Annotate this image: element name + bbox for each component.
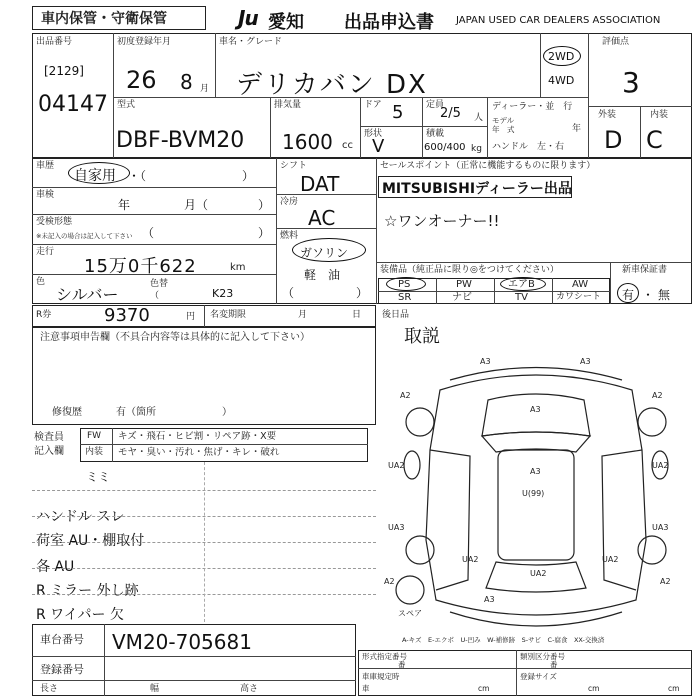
- storage-policy: 車内保管・守衛保管: [41, 11, 167, 27]
- history-other: ・（ ）: [128, 169, 255, 183]
- drive-4wd: 4WD: [548, 74, 575, 87]
- code-left-front: UA2: [388, 461, 405, 470]
- grade-label: 評価点: [602, 37, 630, 47]
- damage-legend: A-キズ E-エクボ U-凹み W-補修跡 S-サビ C-腐食 XX-交換済: [402, 636, 605, 644]
- mileage-label: 走行: [36, 247, 55, 257]
- reg-size-label: 登録サイズ: [520, 672, 557, 681]
- class-unit: 番: [550, 660, 558, 669]
- load-value: 600/400: [424, 142, 466, 153]
- code-left-rear: UA2: [462, 555, 479, 564]
- load-unit: kg: [471, 144, 482, 154]
- dim-length: 長さ: [40, 684, 59, 694]
- aircon-label: 冷房: [280, 197, 299, 207]
- equip-leather: カワシート: [556, 292, 602, 302]
- repair-value: 有（箇所: [116, 407, 156, 418]
- name-change-label: 名変期限: [210, 310, 247, 320]
- spare-wheel: [396, 576, 424, 604]
- model-year-unit: 年: [572, 124, 582, 134]
- registration-month: 8: [180, 70, 193, 94]
- equip-aw: AW: [572, 279, 589, 290]
- windshield: [482, 432, 590, 452]
- color-label: 色: [36, 277, 46, 287]
- color-code-label: 色替: [150, 279, 169, 289]
- code-front-left: A3: [480, 357, 491, 366]
- chassis-label: 車台番号: [40, 633, 84, 646]
- shaken-label: 車検: [36, 190, 55, 200]
- equip-ps: PS: [398, 279, 411, 290]
- garage-car: 車: [362, 684, 370, 693]
- doors-label: ドア: [364, 100, 382, 110]
- garage-label: 車庫規定時: [362, 672, 400, 681]
- inspection-note-1: ミミ: [86, 470, 111, 484]
- shape-label: 形状: [364, 129, 383, 139]
- registration-year: 26: [126, 66, 157, 94]
- inspector-fw: FW: [87, 431, 102, 441]
- shape-value: V: [372, 136, 385, 157]
- equip-tv: TV: [515, 292, 528, 303]
- wheel-front-left: [406, 408, 434, 436]
- dim-height: 高さ: [240, 684, 259, 694]
- front-bumper: [450, 368, 622, 381]
- inspection-note-6: R ワイパー 欠: [36, 607, 124, 623]
- code-rear-gate: UA2: [530, 569, 547, 578]
- warranty-no: 無: [658, 288, 671, 302]
- equip-sr: SR: [398, 292, 412, 303]
- code-hood: A3: [530, 405, 541, 414]
- grade-score: 3: [622, 66, 640, 99]
- inspector-label-1: 検査員: [34, 432, 64, 443]
- recycle-value: 9370: [104, 305, 150, 326]
- exterior-grade: D: [604, 126, 623, 154]
- fuel-label: 燃料: [280, 231, 299, 241]
- car-name-value: デリカバン DX: [236, 70, 428, 100]
- handle-side: ハンドル 左・右: [492, 142, 565, 152]
- code-roof-u: U(99): [522, 489, 545, 498]
- warranty-yes-circle: [617, 283, 639, 303]
- spec-label: 形式指定番号: [362, 652, 407, 661]
- interior-grade: C: [646, 126, 663, 154]
- mileage-value: 15万0千622: [84, 256, 197, 277]
- exterior-label: 外装: [598, 110, 617, 120]
- car-damage-diagram: [380, 340, 692, 650]
- lot-number: 04147: [38, 92, 108, 117]
- inspector-label-2: 記入欄: [34, 446, 64, 457]
- history-label: 車歴: [36, 161, 55, 171]
- wheel-front-right: [638, 408, 666, 436]
- shaken-month: 月（: [184, 198, 209, 212]
- registration-month-unit: 月: [200, 84, 210, 94]
- association-name: JAPAN USED CAR DEALERS ASSOCIATION: [456, 15, 661, 26]
- dealer-parallel: ディーラー・並 行: [492, 102, 573, 112]
- load-label: 積載: [426, 129, 445, 139]
- history-private-circle: [68, 162, 130, 184]
- rear-bumper: [450, 612, 622, 626]
- fuel-gasoline-circle: [292, 238, 366, 262]
- equip-navi: ナビ: [452, 292, 472, 303]
- code-left-door: UA3: [388, 523, 405, 532]
- code-right-door: UA3: [652, 523, 669, 532]
- reg-number-label: 登録番号: [40, 663, 84, 676]
- fuel-open: （: [282, 286, 295, 300]
- displacement-unit: cc: [342, 140, 353, 151]
- inspection-note-2: ハンドル スレ: [36, 509, 125, 525]
- shift-value: DAT: [300, 172, 340, 196]
- drive-2wd: 2WD: [548, 50, 575, 63]
- registration-label: 初度登録年月: [117, 37, 172, 47]
- displacement-value: 1600: [282, 130, 333, 154]
- reception-close: ）: [258, 226, 271, 240]
- model-label: 型式: [117, 100, 136, 110]
- inspection-note-3: 荷室 AU・棚取付: [36, 533, 145, 549]
- model-value: DBF-BVM20: [116, 128, 245, 153]
- capacity-unit: 人: [474, 113, 484, 123]
- lot-small-number: [2129]: [44, 64, 84, 78]
- fuel-gasoline: ガソリン: [300, 246, 349, 260]
- code-bottom-left: A2: [384, 577, 395, 586]
- code-rear-bottom: A3: [484, 595, 495, 604]
- name-change-month: 月: [298, 310, 308, 320]
- warranty-yes: 有: [622, 288, 635, 302]
- dim-width: 幅: [150, 684, 160, 694]
- code-corner-right: A2: [652, 391, 663, 400]
- history-private: 自家用: [74, 168, 116, 184]
- doors-value: 5: [392, 102, 404, 123]
- recycle-unit: 円: [186, 312, 196, 322]
- code-spare: スペア: [398, 609, 422, 618]
- name-change-day: 日: [352, 310, 362, 320]
- brand-name: 愛知: [268, 12, 304, 33]
- capacity-label: 定員: [426, 100, 445, 110]
- wheel-rear-right: [638, 536, 666, 564]
- mirror-left: [404, 451, 420, 479]
- chassis-value: VM20-705681: [112, 630, 252, 654]
- equip-airbag: エアB: [508, 279, 535, 290]
- code-right-rear: UA2: [602, 555, 619, 564]
- equip-airbag-circle: [500, 277, 546, 291]
- repair-close: ）: [222, 407, 232, 418]
- reception-open: （: [142, 226, 155, 240]
- lot-label: 出品番号: [36, 37, 73, 47]
- repair-label: 修復歴: [52, 407, 82, 418]
- storage-policy-box: [32, 6, 206, 30]
- color-code: K23: [212, 287, 234, 300]
- aircon-value: AC: [308, 206, 336, 230]
- fuel-close: ）: [356, 286, 369, 300]
- model-year-label: モデル 年 式: [492, 116, 515, 134]
- rear-value: 取説: [404, 326, 440, 347]
- hood: [482, 394, 590, 436]
- mileage-unit: km: [230, 262, 246, 273]
- warranty-label: 新車保証書: [622, 265, 668, 275]
- warranty-sep: ・: [642, 288, 655, 302]
- code-corner-left: A2: [400, 391, 411, 400]
- selling-points-label: セールスポイント（正常に機能するものに限ります）: [380, 161, 596, 171]
- equip-pw: PW: [456, 279, 472, 290]
- inspector-legend-2: モヤ・臭い・汚れ・焦げ・キレ・破れ: [118, 447, 280, 458]
- selling-point-2: ☆ワンオーナー!!: [384, 212, 500, 230]
- shaken-year: 年: [118, 198, 131, 212]
- code-right-front: UA2: [652, 461, 669, 470]
- rear-label: 後日品: [382, 310, 410, 320]
- code-bottom-right: A2: [660, 577, 671, 586]
- left-side: [430, 450, 470, 590]
- selling-point-1-frame: [378, 176, 572, 198]
- inspector-legend: キズ・飛石・ヒビ割・リペア跡・X要: [118, 431, 277, 442]
- car-name-label: 車名・グレード: [219, 37, 283, 47]
- form-title: 出品申込書: [344, 12, 434, 33]
- right-side: [602, 450, 642, 590]
- inspector-interior: 内装: [85, 447, 104, 457]
- ju-logo: [238, 6, 258, 30]
- selling-point-1: MITSUBISHIディーラー出品: [382, 181, 572, 197]
- displacement-label: 排気量: [274, 100, 302, 110]
- inspection-note-5: R ミラー 外し跡: [36, 583, 139, 599]
- interior-label: 内装: [650, 110, 669, 120]
- drive-2wd-circle: [543, 46, 581, 66]
- ju-logo-mark: Ju: [238, 6, 258, 30]
- spec-unit: 番: [398, 660, 406, 669]
- reception-label: 受検形態: [36, 217, 73, 227]
- dim-cm-3: cm: [668, 684, 680, 693]
- equip-ps-circle: [386, 277, 426, 291]
- fuel-diesel: 軽 油: [304, 268, 341, 282]
- dim-cm-2: cm: [588, 684, 600, 693]
- dim-cm-1: cm: [478, 684, 490, 693]
- capacity-value: 2/5: [440, 106, 461, 121]
- color-value: シルバー: [56, 285, 119, 304]
- shaken-close: ）: [258, 198, 271, 212]
- notes-label: 注意事項申告欄（不具合内容等は具体的に記入して下さい）: [40, 332, 310, 343]
- code-front-right: A3: [580, 357, 591, 366]
- wheel-rear-left: [406, 536, 434, 564]
- equipment-label: 装備品（純正品に限り◎をつけてください）: [380, 265, 559, 275]
- reception-note: ※未記入の場合は記入して下さい: [36, 232, 133, 240]
- class-label: 類別区分番号: [520, 652, 565, 661]
- inspection-note-4: 各 AU: [36, 559, 75, 575]
- recycle-label: R券: [36, 310, 52, 320]
- color-code-open: （: [150, 291, 160, 301]
- code-roof-a: A3: [530, 467, 541, 476]
- shift-label: シフト: [280, 161, 308, 171]
